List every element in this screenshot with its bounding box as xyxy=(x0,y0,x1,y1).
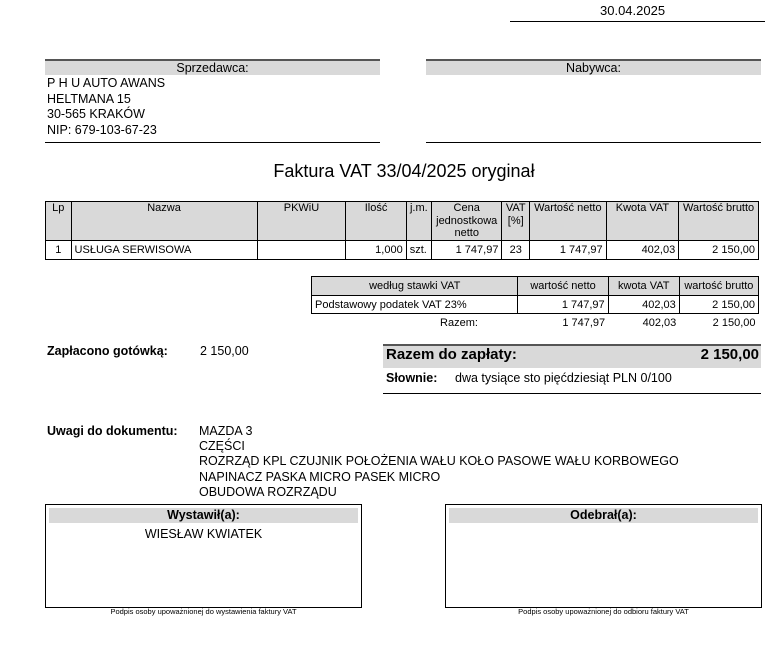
note-line: MAZDA 3 xyxy=(199,424,253,438)
notes-text xyxy=(199,424,679,500)
vat-total-row xyxy=(312,314,759,332)
seller-details xyxy=(47,76,165,138)
note-line: NAPINACZ PASKA MICRO PASEK MICRO xyxy=(199,469,441,484)
buyer-heading: Nabywca: xyxy=(426,59,761,75)
total-value: 2 150,00 xyxy=(700,346,759,363)
table-row xyxy=(312,296,759,314)
seller-heading: Sprzedawca: xyxy=(45,59,380,75)
notes-label: Uwagi do dokumentu: xyxy=(47,424,178,438)
vat-rate-label: Podstawowy podatek VAT 23% xyxy=(312,296,518,314)
col-vat-rate: VAT [%] xyxy=(502,202,530,241)
row-unit: szt. xyxy=(406,240,431,259)
note-line: CZĘŚCI xyxy=(199,439,245,454)
col-vat-amount: Kwota VAT xyxy=(606,202,679,241)
col-qty: Ilość xyxy=(346,202,406,241)
vat-total-net: 1 747,97 xyxy=(562,316,606,329)
seller-name: P H U AUTO AWANS xyxy=(47,76,166,90)
words-label: Słownie: xyxy=(386,371,438,385)
issuer-caption: Podpis osoby upoważnionej do wystawienia faktury VAT xyxy=(110,607,297,616)
col-net-value: Wartość netto xyxy=(530,202,607,241)
paid-value: 2 150,00 xyxy=(200,344,249,358)
row-net-value: 1 747,97 xyxy=(530,240,607,259)
vat-gross: 2 150,00 xyxy=(679,296,758,314)
row-unit-price: 1 747,97 xyxy=(431,240,502,259)
row-pkwiu xyxy=(257,240,346,259)
date-underline xyxy=(510,21,765,22)
vat-total-label: Razem: xyxy=(440,316,478,329)
row-vat-amount: 402,03 xyxy=(606,240,679,259)
items-table xyxy=(45,201,759,260)
vat-amount: 402,03 xyxy=(608,296,679,314)
vat-col-net: wartość netto xyxy=(518,277,608,296)
vat-col-vat: kwota VAT xyxy=(608,277,679,296)
col-unit: j.m. xyxy=(406,202,431,241)
note-line: ROZRZĄD KPL CZUJNIK POŁOŻENIA WAŁU KOŁO PASOWE WAŁU KORBOWEGO xyxy=(199,454,679,469)
seller-city: 30-565 KRAKÓW xyxy=(47,107,145,121)
issuer-name: WIESŁAW KWIATEK xyxy=(144,527,263,541)
table-row xyxy=(46,240,759,259)
words-value: dwa tysiące sto pięćdziesiąt PLN 0/100 xyxy=(455,371,672,385)
vat-summary-table xyxy=(311,276,759,331)
seller-divider xyxy=(45,142,380,143)
row-gross-value: 2 150,00 xyxy=(679,240,759,259)
items-header-row xyxy=(46,202,759,241)
col-name: Nazwa xyxy=(71,202,257,241)
issuer-heading: Wystawił(a): xyxy=(49,508,358,523)
row-qty: 1,000 xyxy=(346,240,406,259)
issue-date: 30.04.2025 xyxy=(600,3,666,18)
vat-col-rate: według stawki VAT xyxy=(312,277,518,296)
receiver-signature-box xyxy=(445,504,762,608)
seller-nip: NIP: 679-103-67-23 xyxy=(47,122,157,137)
paid-label: Zapłacono gotówką: xyxy=(47,344,168,358)
col-unit-price: Cena jednostkowa netto xyxy=(431,202,502,241)
vat-total-gross: 2 150,00 xyxy=(712,316,756,329)
vat-col-gross: wartość brutto xyxy=(679,277,758,296)
row-name: USŁUGA SERWISOWA xyxy=(71,240,257,259)
vat-net: 1 747,97 xyxy=(518,296,608,314)
buyer-divider xyxy=(426,142,761,143)
vat-total-vat: 402,03 xyxy=(642,316,677,329)
vat-header-row xyxy=(312,277,759,296)
invoice-title: Faktura VAT 33/04/2025 oryginał xyxy=(273,161,535,181)
col-pkwiu: PKWiU xyxy=(257,202,346,241)
issuer-signature-box xyxy=(45,504,362,608)
row-lp: 1 xyxy=(46,240,72,259)
words-divider xyxy=(383,393,761,394)
note-line: OBUDOWA ROZRZĄDU xyxy=(199,484,337,499)
col-gross-value: Wartość brutto xyxy=(679,202,759,241)
seller-street: HELTMANA 15 xyxy=(47,91,131,106)
receiver-heading: Odebrał(a): xyxy=(449,508,758,523)
total-label: Razem do zapłaty: xyxy=(386,346,517,363)
receiver-caption: Podpis osoby upoważnionej do odbioru faktury VAT xyxy=(518,607,689,616)
col-lp: Lp xyxy=(46,202,72,241)
row-vat-rate: 23 xyxy=(502,240,530,259)
